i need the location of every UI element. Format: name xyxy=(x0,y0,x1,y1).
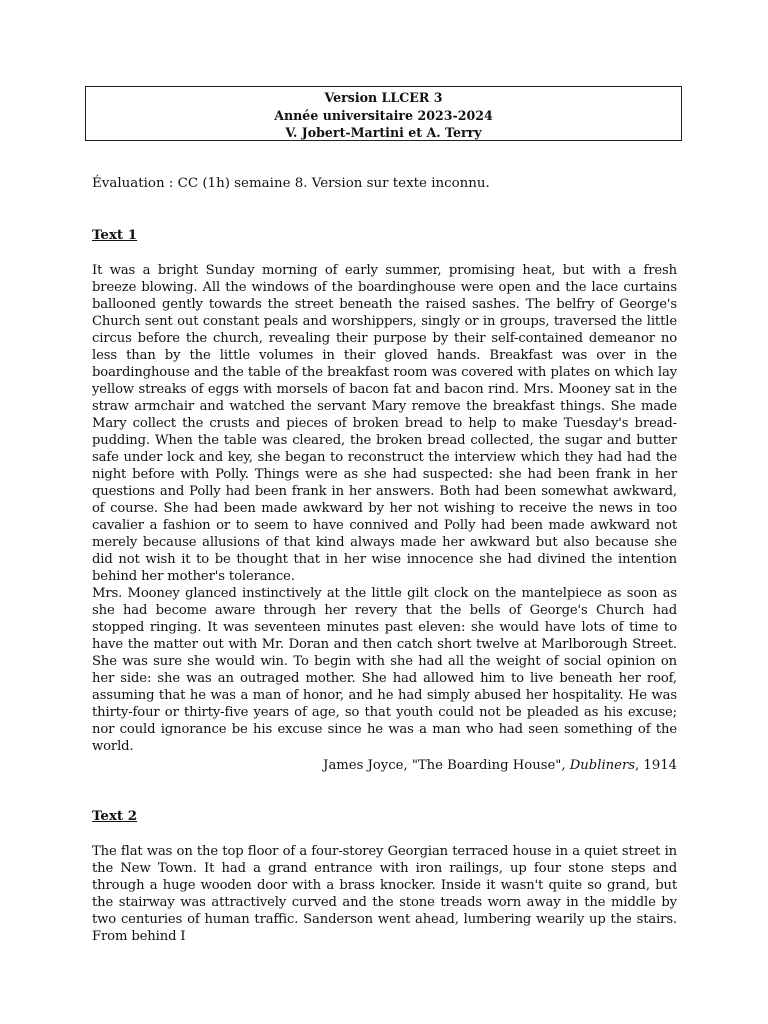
evaluation-line: Évaluation : CC (1h) semaine 8. Version sur texte inconnu. xyxy=(92,176,490,191)
course-title: Version LLCER 3 xyxy=(324,90,443,105)
text1-heading: Text 1 xyxy=(92,227,138,243)
text1-paragraph-1: It was a bright Sunday morning of early summer, promising heat, but with a fresh breeze blowing. All the windows of the boardinghouse were open and the lace curtains ballooned gently towards the street beneath the raised sashes. The belfry of George's Church sent out constant peals and worshippers, singly or in groups, traversed the little circus before the church, revealing their purpose by their self-contained demeanor no less than by the little volumes in their gloved hands. Breakfast was over in the boardinghouse and the table of the breakfast room was covered with plates on which lay yellow streaks of eggs with morsels of bacon fat and bacon rind. Mrs. Mooney sat in the straw armchair and watched the servant Mary remove the breakfast things. She made Mary collect the crusts and pieces of broken bread to help to make Tuesday's bread-pudding. When the table was cleared, the broken bread collected, the sugar and butter safe under lock and key, she began to reconstruct the interview which they had had the night before with Polly. Things were as she had suspected: she had been frank in her questions and Polly had been frank in her answers. Both had been somewhat awkward, of course. She had been made awkward by her not wishing to receive the news in too cavalier a fashion or to seem to have connived and Polly had been made awkward not merely because allusions of that kind always made her awkward but also because she did not wish it to be thought that in her wise innocence she had divined the intention behind her mother's tolerance. xyxy=(92,263,677,584)
course-header-box xyxy=(85,86,682,141)
citation-year: , 1914 xyxy=(635,758,677,773)
text2-paragraph-1: The flat was on the top floor of a four-storey Georgian terraced house in a quiet street in the New Town. It had a grand entrance with iron railings, up four stone steps and through a huge wooden door with a brass knocker. Inside it wasn't quite so grand, but the stairway was attractively curved and the stone treads worn away in the middle by two centuries of human traffic. Sanderson went ahead, lumbering wearily up the stairs. From behind I xyxy=(92,844,677,944)
text1-citation xyxy=(92,758,677,773)
academic-year: Année universitaire 2023-2024 xyxy=(274,107,493,123)
text1-paragraph-2: Mrs. Mooney glanced instinctively at the little gilt clock on the mantelpiece as soon as she had become aware through her revery that the bells of George's Church had stopped ringing. It was seventeen minutes past eleven: she would have lots of time to have the matter out with Mr. Doran and then catch short twelve at Marlborough Street. She was sure she would win. To begin with she had all the weight of social opinion on her side: she was an outraged mother. She had allowed him to live beneath her roof, assuming that he was a man of honor, and he had simply abused her hospitality. He was thirty-four or thirty-five years of age, so that youth could not be pleaded as his excuse; nor could ignorance be his excuse since he was a man who had seen something of the world. xyxy=(92,586,677,754)
citation-author: James Joyce, "The Boarding House", xyxy=(323,758,570,773)
text2-heading: Text 2 xyxy=(92,808,138,824)
citation-work-title: Dubliners xyxy=(569,758,636,773)
instructors: V. Jobert-Martini et A. Terry xyxy=(285,125,482,141)
